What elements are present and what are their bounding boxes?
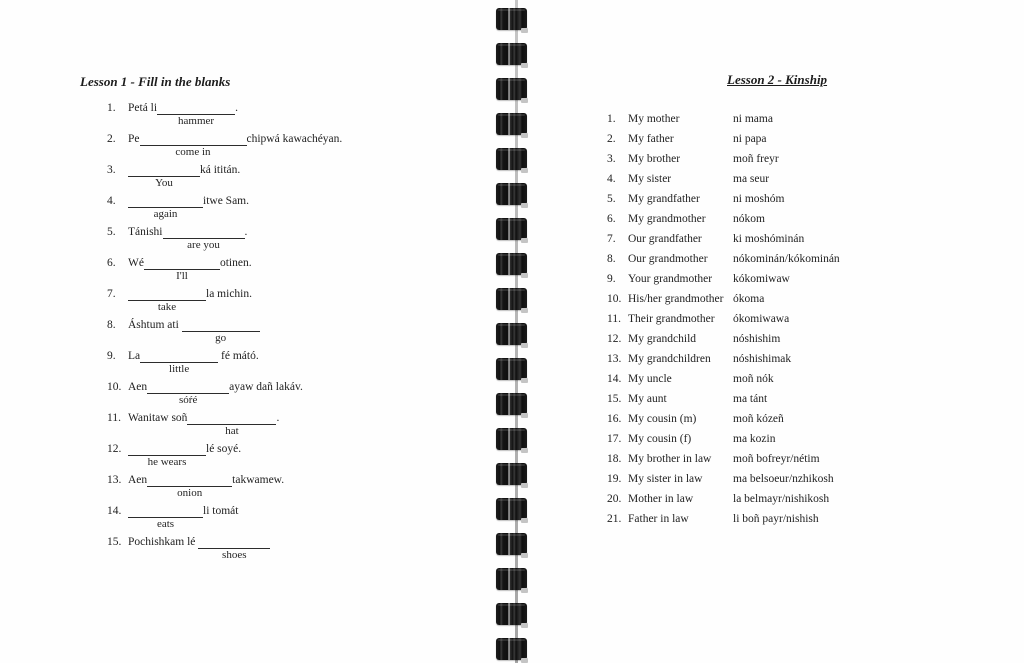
blank-line	[128, 288, 206, 301]
item-number: 3.	[107, 164, 116, 176]
michif-translation: nókom	[733, 213, 765, 225]
english-term: My brother in law	[628, 453, 712, 465]
kinship-row	[605, 473, 950, 486]
item-number: 18.	[607, 453, 622, 465]
english-term: Mother in law	[628, 493, 694, 505]
blank-with-hint	[187, 412, 276, 438]
item-number: 7.	[107, 288, 116, 300]
kinship-row	[605, 193, 950, 206]
item-pre-text: Wé	[128, 257, 144, 269]
item-pre-text: La	[128, 350, 141, 362]
english-term: My cousin (m)	[628, 413, 697, 425]
item-number: 8.	[607, 253, 616, 265]
item-number: 15.	[107, 536, 122, 548]
binding-comb	[496, 568, 527, 590]
blank-with-hint	[147, 474, 232, 500]
blank-with-hint	[144, 257, 220, 283]
english-term: My grandfather	[628, 193, 700, 205]
item-post-text: itwe Sam.	[203, 195, 249, 207]
item-post-text: lé soyé.	[206, 443, 242, 455]
item-number: 2.	[607, 133, 616, 145]
item-number: 19.	[607, 473, 622, 485]
item-pre-text: Pe	[128, 133, 140, 145]
fill-blank-item	[80, 102, 470, 128]
hint-text: sóŕé	[179, 394, 198, 406]
item-body	[128, 381, 303, 407]
item-number: 14.	[107, 505, 122, 517]
binding-comb	[496, 638, 527, 660]
english-term: Our grandmother	[628, 253, 708, 265]
fill-blank-item	[80, 195, 470, 221]
hint-text: You	[155, 177, 173, 189]
english-term: Father in law	[628, 513, 689, 525]
blank-line	[140, 350, 218, 363]
michif-translation: ma kozin	[733, 433, 776, 445]
item-number: 6.	[107, 257, 116, 269]
fill-blank-item	[80, 226, 470, 252]
item-body	[128, 288, 252, 314]
blank-with-hint	[140, 133, 247, 159]
blank-line	[163, 226, 245, 239]
item-body	[128, 133, 342, 159]
lesson2-title: Lesson 2 - Kinship	[727, 72, 828, 87]
blank-with-hint	[182, 319, 260, 345]
fill-blank-item	[80, 536, 470, 562]
michif-translation: li boñ payr/nishish	[733, 513, 819, 525]
hint-text: go	[215, 332, 227, 344]
blank-line	[128, 164, 200, 177]
kinship-row	[605, 413, 950, 426]
blank-line	[140, 133, 247, 146]
blank-with-hint	[128, 443, 206, 469]
english-term: My grandchildren	[628, 353, 711, 365]
english-term: My sister	[628, 173, 672, 185]
fill-blank-item	[80, 133, 470, 159]
fill-blank-list	[80, 102, 470, 562]
blank-line	[128, 443, 206, 456]
item-number: 11.	[107, 412, 121, 424]
item-number: 6.	[607, 213, 616, 225]
english-term: His/her grandmother	[628, 293, 724, 305]
binding-comb	[496, 43, 527, 65]
item-number: 20.	[607, 493, 622, 505]
item-number: 7.	[607, 233, 616, 245]
item-number: 1.	[107, 102, 116, 114]
kinship-row	[605, 233, 950, 246]
item-post-text: .	[244, 226, 248, 238]
kinship-row	[605, 153, 950, 166]
english-term: My sister in law	[628, 473, 703, 485]
hint-text: hat	[225, 425, 239, 437]
binding-comb	[496, 78, 527, 100]
fill-blank-item	[80, 257, 470, 283]
kinship-row	[605, 493, 950, 506]
item-post-text: otinen.	[219, 257, 252, 269]
english-term: My aunt	[628, 393, 667, 405]
item-body	[128, 443, 241, 469]
kinship-row	[605, 213, 950, 226]
binding-comb	[496, 113, 527, 135]
hint-text: eats	[156, 518, 175, 530]
binding-comb	[496, 218, 527, 240]
blank-line	[128, 505, 203, 518]
kinship-row	[605, 373, 950, 386]
kinship-row	[605, 433, 950, 446]
michif-translation: ni moshóm	[733, 193, 785, 205]
item-body	[128, 257, 252, 283]
binding-comb	[496, 183, 527, 205]
michif-translation: kókomiwaw	[733, 273, 790, 285]
item-body	[128, 350, 259, 376]
binding-comb	[496, 288, 527, 310]
item-number: 9.	[107, 350, 116, 362]
binding-comb	[496, 533, 527, 555]
binding-comb	[496, 393, 527, 415]
fill-blank-item	[80, 443, 470, 469]
michif-translation: ni mama	[733, 113, 773, 125]
michif-translation: ma seur	[733, 173, 770, 185]
michif-translation: ma belsoeur/nzhikosh	[733, 473, 834, 485]
hint-text: come in	[175, 146, 211, 158]
item-post-text: chipwá kawachéyan.	[246, 133, 343, 145]
english-term: Our grandfather	[628, 233, 702, 245]
item-number: 2.	[107, 133, 116, 145]
item-number: 16.	[607, 413, 622, 425]
item-number: 12.	[607, 333, 622, 345]
item-pre-text: Tánishi	[128, 226, 163, 238]
blank-with-hint	[147, 381, 229, 407]
english-term: Your grandmother	[628, 273, 713, 285]
english-term: My grandchild	[628, 333, 697, 345]
hint-text: I'll	[176, 270, 188, 282]
fill-blank-item	[80, 505, 470, 531]
kinship-row	[605, 253, 950, 266]
blank-line	[144, 257, 220, 270]
fill-blank-item	[80, 381, 470, 407]
blank-line	[128, 195, 203, 208]
english-term: My brother	[628, 153, 681, 165]
michif-translation: nóshishim	[733, 333, 781, 345]
item-pre-text: Áshtum ati	[128, 319, 182, 331]
item-post-text: ká ititán.	[200, 164, 241, 176]
fill-blank-item	[80, 164, 470, 190]
item-number: 5.	[607, 193, 616, 205]
michif-translation: ókoma	[733, 293, 765, 305]
blank-with-hint	[128, 288, 206, 314]
english-term: My father	[628, 133, 674, 145]
lesson1-title: Lesson 1 - Fill in the blanks	[80, 74, 231, 89]
blank-with-hint	[128, 164, 200, 190]
blank-with-hint	[157, 102, 235, 128]
hint-text: again	[153, 208, 178, 220]
item-pre-text: Pochishkam lé	[128, 536, 199, 548]
left-page-lesson1	[80, 74, 470, 567]
kinship-row	[605, 273, 950, 286]
binding-comb	[496, 323, 527, 345]
binding-comb	[496, 358, 527, 380]
item-post-text: fé mátó.	[218, 350, 259, 362]
fill-blank-item	[80, 288, 470, 314]
michif-translation: ma tánt	[733, 393, 768, 405]
item-post-text: takwamew.	[232, 474, 285, 486]
item-number: 14.	[607, 373, 622, 385]
kinship-row	[605, 353, 950, 366]
binding-comb	[496, 148, 527, 170]
hint-text: he wears	[147, 456, 187, 468]
item-number: 11.	[607, 313, 621, 325]
hint-text: onion	[177, 487, 203, 499]
item-body	[128, 195, 249, 221]
item-pre-text: Petá li	[128, 102, 158, 114]
kinship-row	[605, 333, 950, 346]
item-number: 17.	[607, 433, 622, 445]
item-body	[128, 102, 238, 128]
item-number: 15.	[607, 393, 622, 405]
hint-text: shoes	[222, 549, 247, 561]
item-number: 13.	[607, 353, 622, 365]
item-pre-text: Aen	[128, 474, 148, 486]
item-body	[128, 412, 279, 438]
kinship-row	[605, 173, 950, 186]
item-body	[128, 319, 260, 345]
kinship-row	[605, 453, 950, 466]
blank-line	[187, 412, 276, 425]
item-body	[128, 505, 238, 531]
binding-comb	[496, 463, 527, 485]
item-body	[128, 474, 284, 500]
blank-line	[182, 319, 260, 332]
item-post-text: ayaw dañ lakáv.	[229, 381, 303, 393]
michif-translation: moñ bofreyr/nétim	[733, 453, 820, 465]
michif-translation: moñ kózeñ	[733, 413, 784, 425]
binding-comb	[496, 498, 527, 520]
english-term: My mother	[628, 113, 680, 125]
blank-with-hint	[140, 350, 218, 376]
item-post-text: la michin.	[206, 288, 252, 300]
item-post-text: .	[235, 102, 238, 114]
michif-translation: moñ nók	[733, 373, 774, 385]
kinship-row	[605, 113, 950, 126]
blank-line	[147, 474, 232, 487]
blank-line	[147, 381, 229, 394]
michif-translation: ni papa	[733, 133, 767, 145]
kinship-row	[605, 293, 950, 306]
item-number: 10.	[607, 293, 622, 305]
item-number: 1.	[607, 113, 616, 125]
item-post-text: li tomát	[203, 505, 239, 517]
blank-with-hint	[128, 195, 203, 221]
michif-translation: moñ freyr	[733, 153, 779, 165]
item-number: 3.	[607, 153, 616, 165]
item-pre-text: Wanitaw soñ	[128, 412, 188, 424]
item-number: 4.	[107, 195, 116, 207]
kinship-row	[605, 393, 950, 406]
hint-text: take	[157, 301, 177, 313]
item-pre-text: Aen	[128, 381, 148, 393]
kinship-row	[605, 513, 950, 526]
blank-with-hint	[128, 505, 203, 531]
item-body	[128, 536, 270, 562]
fill-blank-item	[80, 474, 470, 500]
fill-blank-item	[80, 350, 470, 376]
blank-line	[157, 102, 235, 115]
binding-comb	[496, 428, 527, 450]
item-post-text: .	[276, 412, 280, 424]
michif-translation: la belmayr/nishikosh	[733, 493, 830, 505]
item-number: 8.	[107, 319, 116, 331]
binding-comb	[496, 8, 527, 30]
english-term: Their grandmother	[628, 313, 715, 325]
kinship-row	[605, 313, 950, 326]
hint-text: hammer	[178, 115, 215, 127]
michif-translation: nókominán/kókominán	[733, 253, 840, 265]
item-number: 13.	[107, 474, 122, 486]
item-number: 5.	[107, 226, 116, 238]
item-number: 10.	[107, 381, 122, 393]
english-term: My cousin (f)	[628, 433, 692, 445]
michif-translation: ki moshóminán	[733, 233, 805, 245]
blank-with-hint	[163, 226, 245, 252]
item-number: 9.	[607, 273, 616, 285]
blank-line	[198, 536, 270, 549]
english-term: My uncle	[628, 373, 672, 385]
item-body	[128, 164, 240, 190]
fill-blank-item	[80, 319, 470, 345]
michif-translation: ókomiwawa	[733, 313, 790, 325]
blank-with-hint	[198, 536, 270, 562]
item-number: 4.	[607, 173, 616, 185]
english-term: My grandmother	[628, 213, 706, 225]
fill-blank-item	[80, 412, 470, 438]
item-body	[128, 226, 247, 252]
binding-comb	[496, 253, 527, 275]
hint-text: are you	[187, 239, 220, 251]
michif-translation: nóshishimak	[733, 353, 792, 365]
hint-text: little	[169, 363, 190, 375]
item-number: 12.	[107, 443, 122, 455]
right-page-lesson2	[605, 72, 950, 533]
kinship-row	[605, 133, 950, 146]
binding-comb	[496, 603, 527, 625]
kinship-list	[605, 113, 950, 526]
item-number: 21.	[607, 513, 622, 525]
